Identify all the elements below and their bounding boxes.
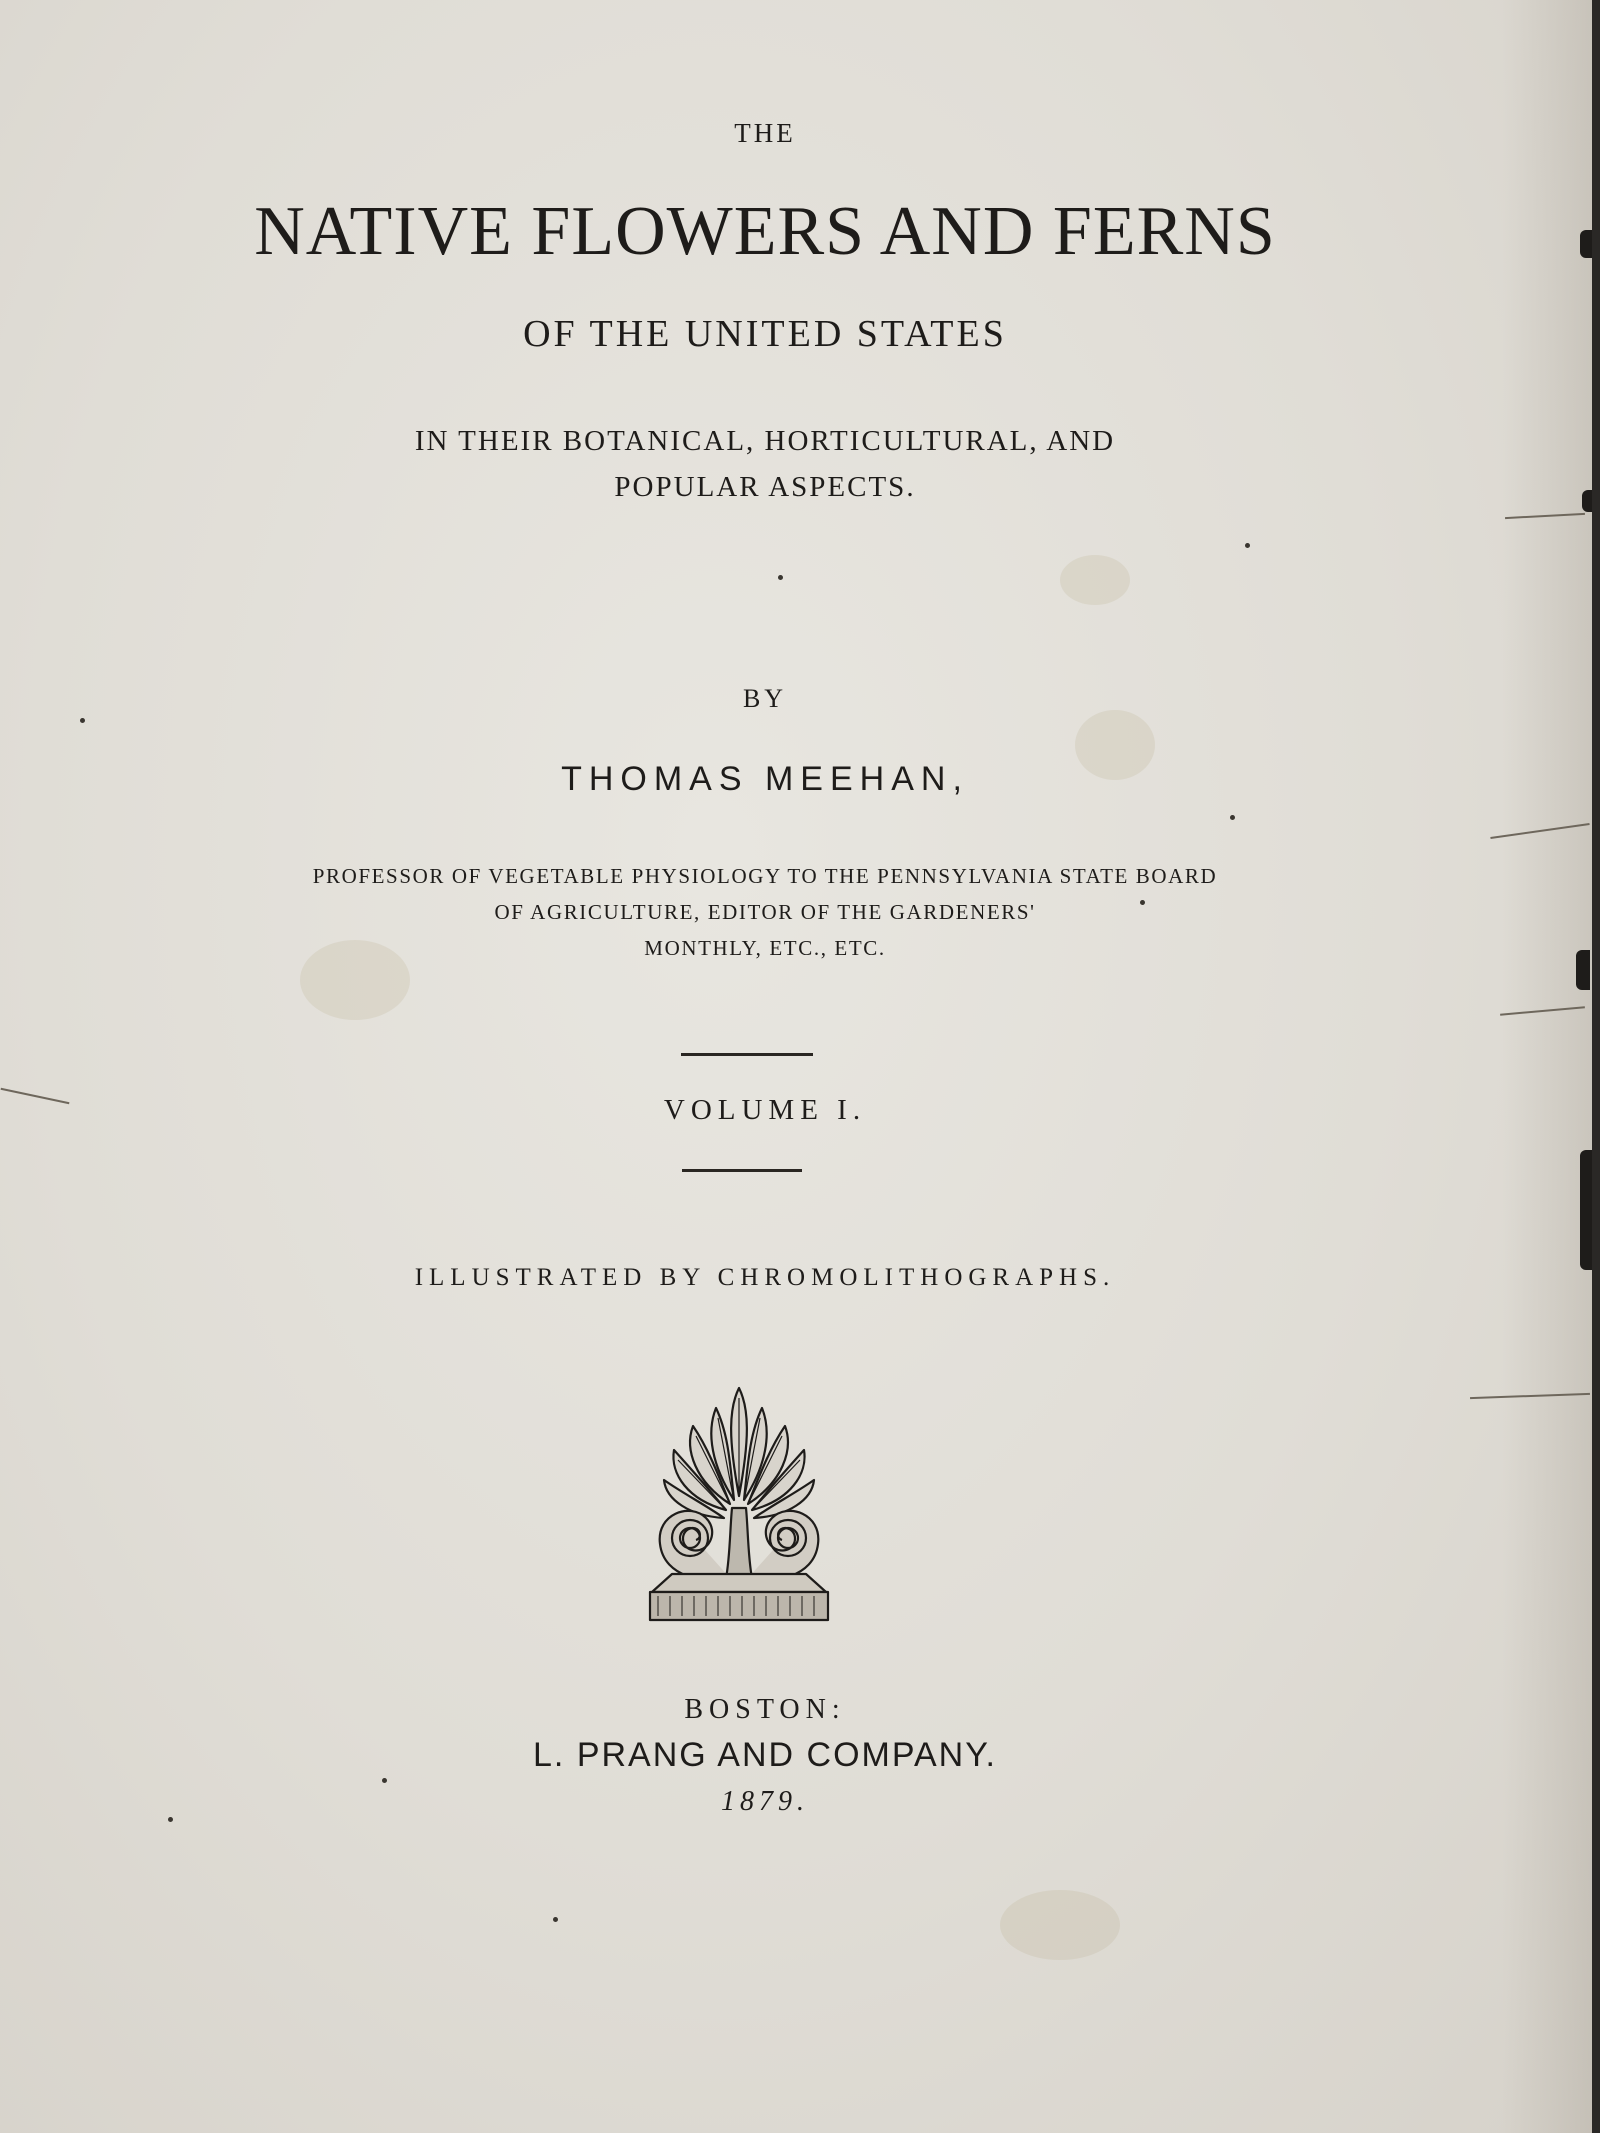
ink-speck (553, 1917, 558, 1922)
ink-speck (1245, 543, 1250, 548)
page-edge-tear (1580, 230, 1592, 258)
title-article: THE (734, 118, 796, 148)
ink-speck (80, 718, 85, 723)
by-line: BY (742, 684, 788, 713)
foxing-spot (1060, 555, 1130, 605)
publisher-name: L. PRANG AND COMPANY. (533, 1736, 997, 1774)
credentials-line: PROFESSOR OF VEGETABLE PHYSIOLOGY TO THE PENNSYLVANIA STATE BOARD (312, 864, 1218, 888)
book-title: NATIVE FLOWERS AND FERNS (254, 193, 1276, 270)
aspects-line: POPULAR ASPECTS. (614, 471, 916, 503)
credentials-line: OF AGRICULTURE, EDITOR OF THE GARDENERS' (494, 900, 1036, 924)
ink-speck (382, 1778, 387, 1783)
page-edge-tear (1576, 950, 1590, 990)
palmette-ornament-icon (646, 1378, 832, 1628)
ink-speck (778, 575, 783, 580)
book-subtitle: OF THE UNITED STATES (523, 313, 1007, 355)
page-edge-tear (1582, 490, 1592, 512)
author-name: THOMAS MEEHAN, (561, 760, 969, 798)
foxing-spot (1000, 1890, 1120, 1960)
volume-label: VOLUME I. (663, 1094, 867, 1126)
volume-rule-top (681, 1053, 813, 1056)
volume-rule-bottom (682, 1169, 802, 1172)
illustration-note: ILLUSTRATED BY CHROMOLITHOGRAPHS. (414, 1264, 1116, 1291)
publication-year: 1879. (721, 1786, 809, 1817)
author-credentials (0, 858, 1530, 966)
title-aspects (0, 418, 1530, 510)
ink-speck (1230, 815, 1235, 820)
aspects-line: IN THEIR BOTANICAL, HORTICULTURAL, AND (414, 425, 1116, 457)
credentials-line: MONTHLY, ETC., ETC. (644, 936, 886, 960)
publication-place: BOSTON: (684, 1694, 846, 1725)
page-edge-tear (1580, 1150, 1592, 1270)
